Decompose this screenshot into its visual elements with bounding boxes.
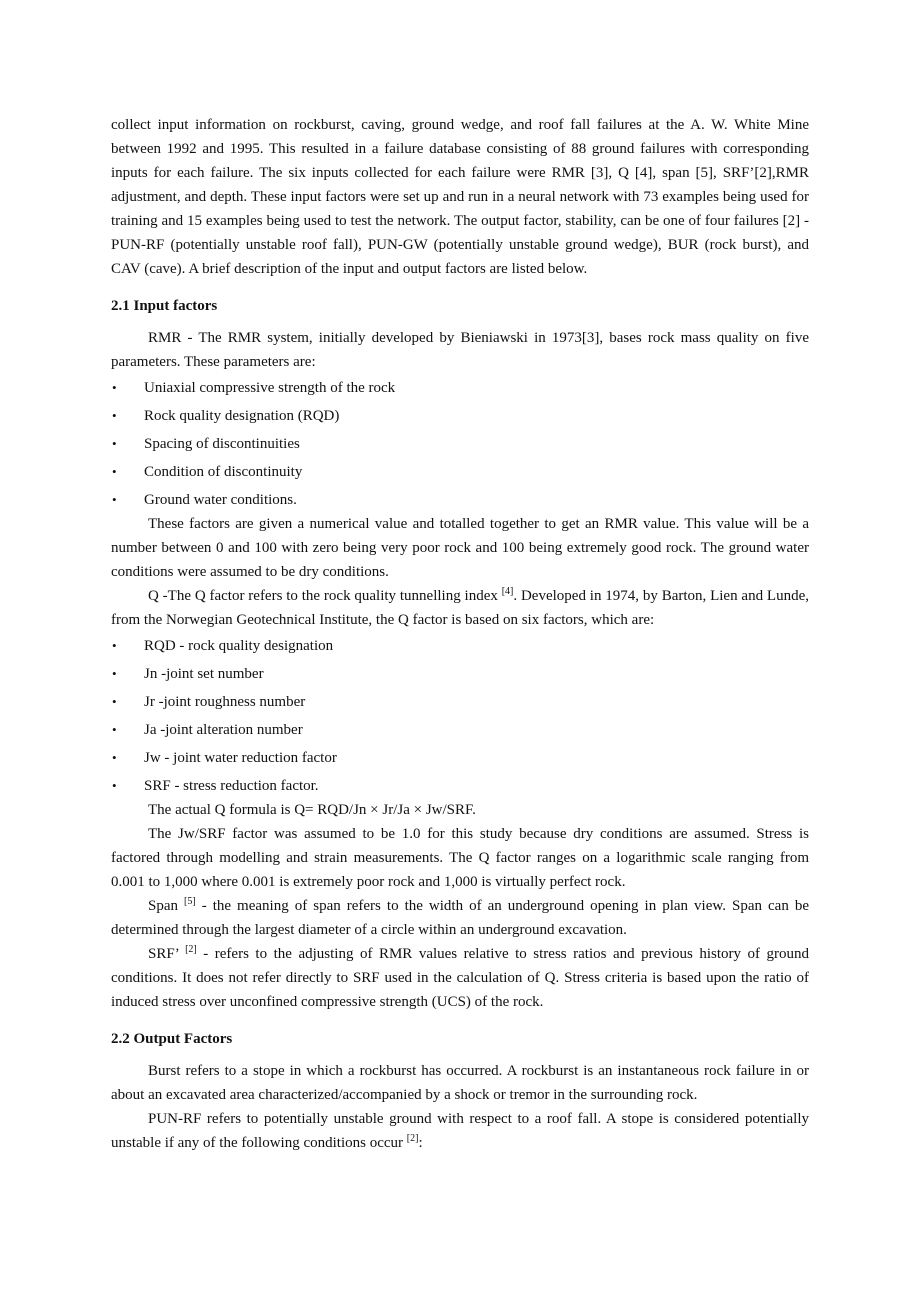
section-heading-output-factors: 2.2 Output Factors bbox=[111, 1031, 233, 1047]
list-item-text: Uniaxial compressive strength of the rock bbox=[144, 380, 396, 396]
bullet-icon: • bbox=[112, 464, 117, 479]
list-item-text: Ground water conditions. bbox=[144, 492, 297, 508]
page-content bbox=[111, 113, 809, 1155]
pun-rf-text-after: : bbox=[418, 1135, 423, 1151]
list-item bbox=[111, 376, 809, 400]
q-factor-list bbox=[111, 634, 809, 798]
bullet-icon: • bbox=[112, 408, 117, 423]
bullet-icon: • bbox=[112, 492, 117, 507]
bullet-icon: • bbox=[112, 694, 117, 709]
list-item-text: RQD - rock quality designation bbox=[144, 638, 334, 654]
list-item bbox=[111, 432, 809, 456]
section-heading-input-factors: 2.1 Input factors bbox=[111, 298, 218, 314]
list-item bbox=[111, 718, 809, 742]
span-text-before: Span bbox=[148, 898, 185, 914]
list-item bbox=[111, 774, 809, 798]
rmr-followup-paragraph: These factors are given a numerical value and totalled together to get an RMR value. This value will be a number between 0 and 100 with zero being very poor rock and 100 being extremely good rock. The ground water conditions were assumed to be dry conditions. bbox=[111, 516, 809, 580]
bullet-icon: • bbox=[112, 436, 117, 451]
list-item-text: SRF - stress reduction factor. bbox=[144, 778, 319, 794]
srf-text-after: - refers to the adjusting of RMR values relative to stress ratios and previous history of ground conditions. It does not refer directly to SRF used in the calculation of Q. Stress criteria is based upon the ratio of induced stress over unconfined compressive strength (UCS) of the rock. bbox=[111, 946, 809, 1010]
burst-paragraph: Burst refers to a stope in which a rockburst has occurred. A rockburst is an instantaneous rock failure in or about an excavated area characterized/accompanied by a shock or tremor in the surrounding rock. bbox=[111, 1063, 809, 1103]
q-factor-paragraph bbox=[111, 584, 809, 632]
pun-rf-text-before: PUN-RF refers to potentially unstable ground with respect to a roof fall. A stope is considered potentially unstable if any of the following conditions occur bbox=[111, 1111, 809, 1151]
list-item-text: Jn -joint set number bbox=[144, 666, 264, 682]
list-item-text: Jr -joint roughness number bbox=[144, 694, 306, 710]
bullet-icon: • bbox=[112, 638, 117, 653]
rmr-paragraph: RMR - The RMR system, initially developed by Bieniawski in 1973[3], bases rock mass quality on five parameters. These parameters are: bbox=[111, 330, 809, 370]
list-item bbox=[111, 460, 809, 484]
list-item-text: Condition of discontinuity bbox=[144, 464, 303, 480]
q-note-paragraph: The Jw/SRF factor was assumed to be 1.0 for this study because dry conditions are assumed. Stress is factored through modelling and strain measurements. The Q factor ranges on a logarithmic scale ranging from 0.001 to 1,000 where 0.001 is extremely poor rock and 1,000 is virtually perfect rock. bbox=[111, 826, 809, 890]
srf-paragraph bbox=[111, 942, 809, 1014]
citation-ref: [4] bbox=[501, 586, 514, 597]
bullet-icon: • bbox=[112, 778, 117, 793]
span-text-after: - the meaning of span refers to the width of an underground opening in plan view. Span can be determined through the largest diameter of a circle within an underground excavation. bbox=[111, 898, 809, 938]
bullet-icon: • bbox=[112, 380, 117, 395]
list-item bbox=[111, 690, 809, 714]
pun-rf-paragraph bbox=[111, 1107, 809, 1155]
list-item bbox=[111, 488, 809, 512]
list-item-text: Spacing of discontinuities bbox=[144, 436, 300, 452]
intro-paragraph: collect input information on rockburst, caving, ground wedge, and roof fall failures at the A. W. White Mine between 1992 and 1995. This resulted in a failure database consisting of 88 ground failures with corresponding inputs for each failure. The six inputs collected for each failure were RMR [3], Q [4], span [5], SRF’[2],RMR adjustment, and depth. These input factors were set up and run in a neural network with 73 examples being used for training and 15 examples being used to test the network. The output factor, stability, can be one of four failures [2] - PUN-RF (potentially unstable roof fall), PUN-GW (potentially unstable ground wedge), BUR (rock burst), and CAV (cave). A brief description of the input and output factors are listed below. bbox=[111, 117, 809, 277]
list-item-text: Rock quality designation (RQD) bbox=[144, 408, 340, 424]
list-item-text: Ja -joint alteration number bbox=[144, 722, 303, 738]
citation-ref: [2] bbox=[185, 944, 197, 955]
q-text-after: . Developed in 1974, by Barton, Lien and Lunde, from the Norwegian Geotechnical Institute, the Q factor is based on six factors, which are: bbox=[111, 588, 809, 628]
list-item bbox=[111, 746, 809, 770]
rmr-parameter-list bbox=[111, 376, 809, 512]
list-item-text: Jw - joint water reduction factor bbox=[144, 750, 337, 766]
bullet-icon: • bbox=[112, 722, 117, 737]
citation-ref: [5] bbox=[184, 896, 196, 907]
list-item bbox=[111, 404, 809, 428]
citation-ref: [2] bbox=[406, 1133, 419, 1144]
srf-text-before: SRF’ bbox=[148, 946, 186, 962]
q-text-before: Q -The Q factor refers to the rock quality tunnelling index bbox=[148, 588, 502, 604]
q-formula-paragraph: The actual Q formula is Q= RQD/Jn × Jr/Ja × Jw/SRF. bbox=[148, 802, 476, 818]
list-item bbox=[111, 662, 809, 686]
bullet-icon: • bbox=[112, 750, 117, 765]
bullet-icon: • bbox=[112, 666, 117, 681]
list-item bbox=[111, 634, 809, 658]
span-paragraph bbox=[111, 894, 809, 942]
